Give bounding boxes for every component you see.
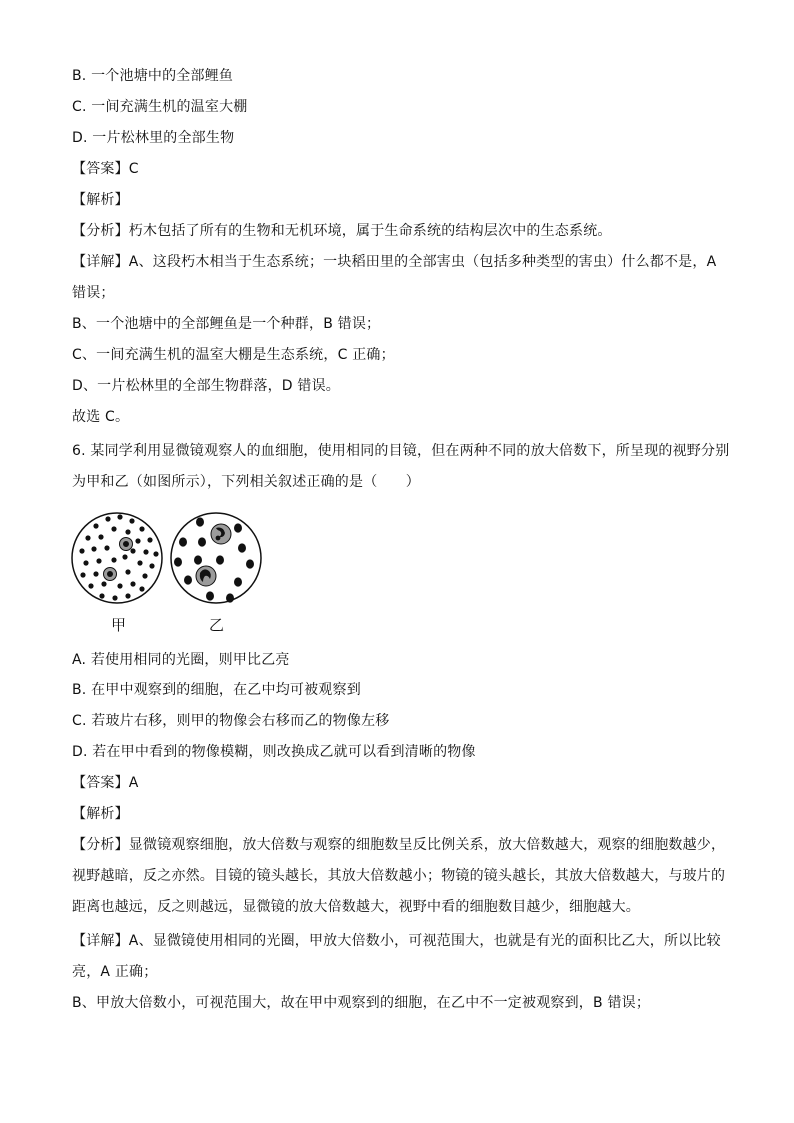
option-b: B. 在甲中观察到的细胞，在乙中均可被观察到 — [72, 682, 361, 698]
wbc-yi-upper — [211, 524, 231, 544]
detail-prev-b: B、一个池塘中的全部鲤鱼是一个种群，B 错误； — [72, 316, 381, 332]
question-6-line1: 6. 某同学利用显微镜观察人的血细胞，使用相同的目镜，但在两种不同的放大倍数下，所呈现的视野分别 — [72, 443, 730, 459]
microscope-fields-diagram — [70, 504, 270, 614]
detail-line3: B、甲放大倍数小，可视范围大，故在甲中观察到的细胞，在乙中不一定被观察到，B 错误； — [72, 995, 651, 1011]
analysis-line1: 【分析】显微镜观察细胞，放大倍数与观察的细胞数呈反比例关系，放大倍数越大，观察的细胞数越少， — [72, 837, 726, 853]
figure-label-yi: 乙 — [209, 616, 225, 634]
detail-prev-line2: 错误； — [72, 285, 115, 301]
option-a: A. 若使用相同的光圈，则甲比乙亮 — [72, 652, 290, 668]
option-c-prev: C. 一间充满生机的温室大棚 — [72, 99, 248, 115]
question-6-line2: 为甲和乙（如图所示），下列相关叙述正确的是（ ） — [72, 474, 420, 490]
field-jia — [72, 513, 162, 603]
detail-prev-d: D、一片松林里的全部生物群落，D 错误。 — [72, 378, 341, 394]
option-d-prev: D. 一片松林里的全部生物 — [72, 130, 235, 146]
detail-prev-line1: 【详解】A、这段朽木相当于生态系统；一块稻田里的全部害虫（包括多种类型的害虫）什么都不是，A — [72, 254, 717, 270]
analysis-prev: 【分析】朽木包括了所有的生物和无机环境，属于生命系统的结构层次中的生态系统。 — [72, 223, 612, 239]
analysis-line3: 距离也越远，反之则越远，显微镜的放大倍数越大，视野中看的细胞数目越少，细胞越大。 — [72, 899, 640, 915]
microscope-fields-figure — [70, 504, 270, 639]
figure-label-jia: 甲 — [111, 616, 127, 634]
answer: 【答案】A — [72, 775, 139, 791]
wbc-yi-lower — [196, 566, 216, 586]
detail-line2: 亮，A 正确； — [72, 964, 158, 980]
analysis-line2: 视野越暗，反之亦然。目镜的镜头越长，其放大倍数越小；物镜的镜头越长，其放大倍数越大，与玻片的 — [72, 868, 726, 884]
analysis-heading-prev: 【解析】 — [72, 192, 129, 208]
answer-prev: 【答案】C — [72, 161, 139, 177]
option-c: C. 若玻片右移，则甲的物像会右移而乙的物像左移 — [72, 713, 390, 729]
detail-prev-c: C、一间充满生机的温室大棚是生态系统，C 正确； — [72, 347, 395, 363]
analysis-heading: 【解析】 — [72, 806, 129, 822]
conclusion-prev: 故选 C。 — [72, 409, 130, 425]
field-yi — [171, 513, 261, 603]
option-d: D. 若在甲中看到的物像模糊，则改换成乙就可以看到清晰的物像 — [72, 744, 476, 760]
option-b-prev: B. 一个池塘中的全部鲤鱼 — [72, 68, 234, 84]
detail-line1: 【详解】A、显微镜使用相同的光圈，甲放大倍数小，可视范围大，也就是有光的面积比乙大，所以比较 — [72, 933, 721, 949]
